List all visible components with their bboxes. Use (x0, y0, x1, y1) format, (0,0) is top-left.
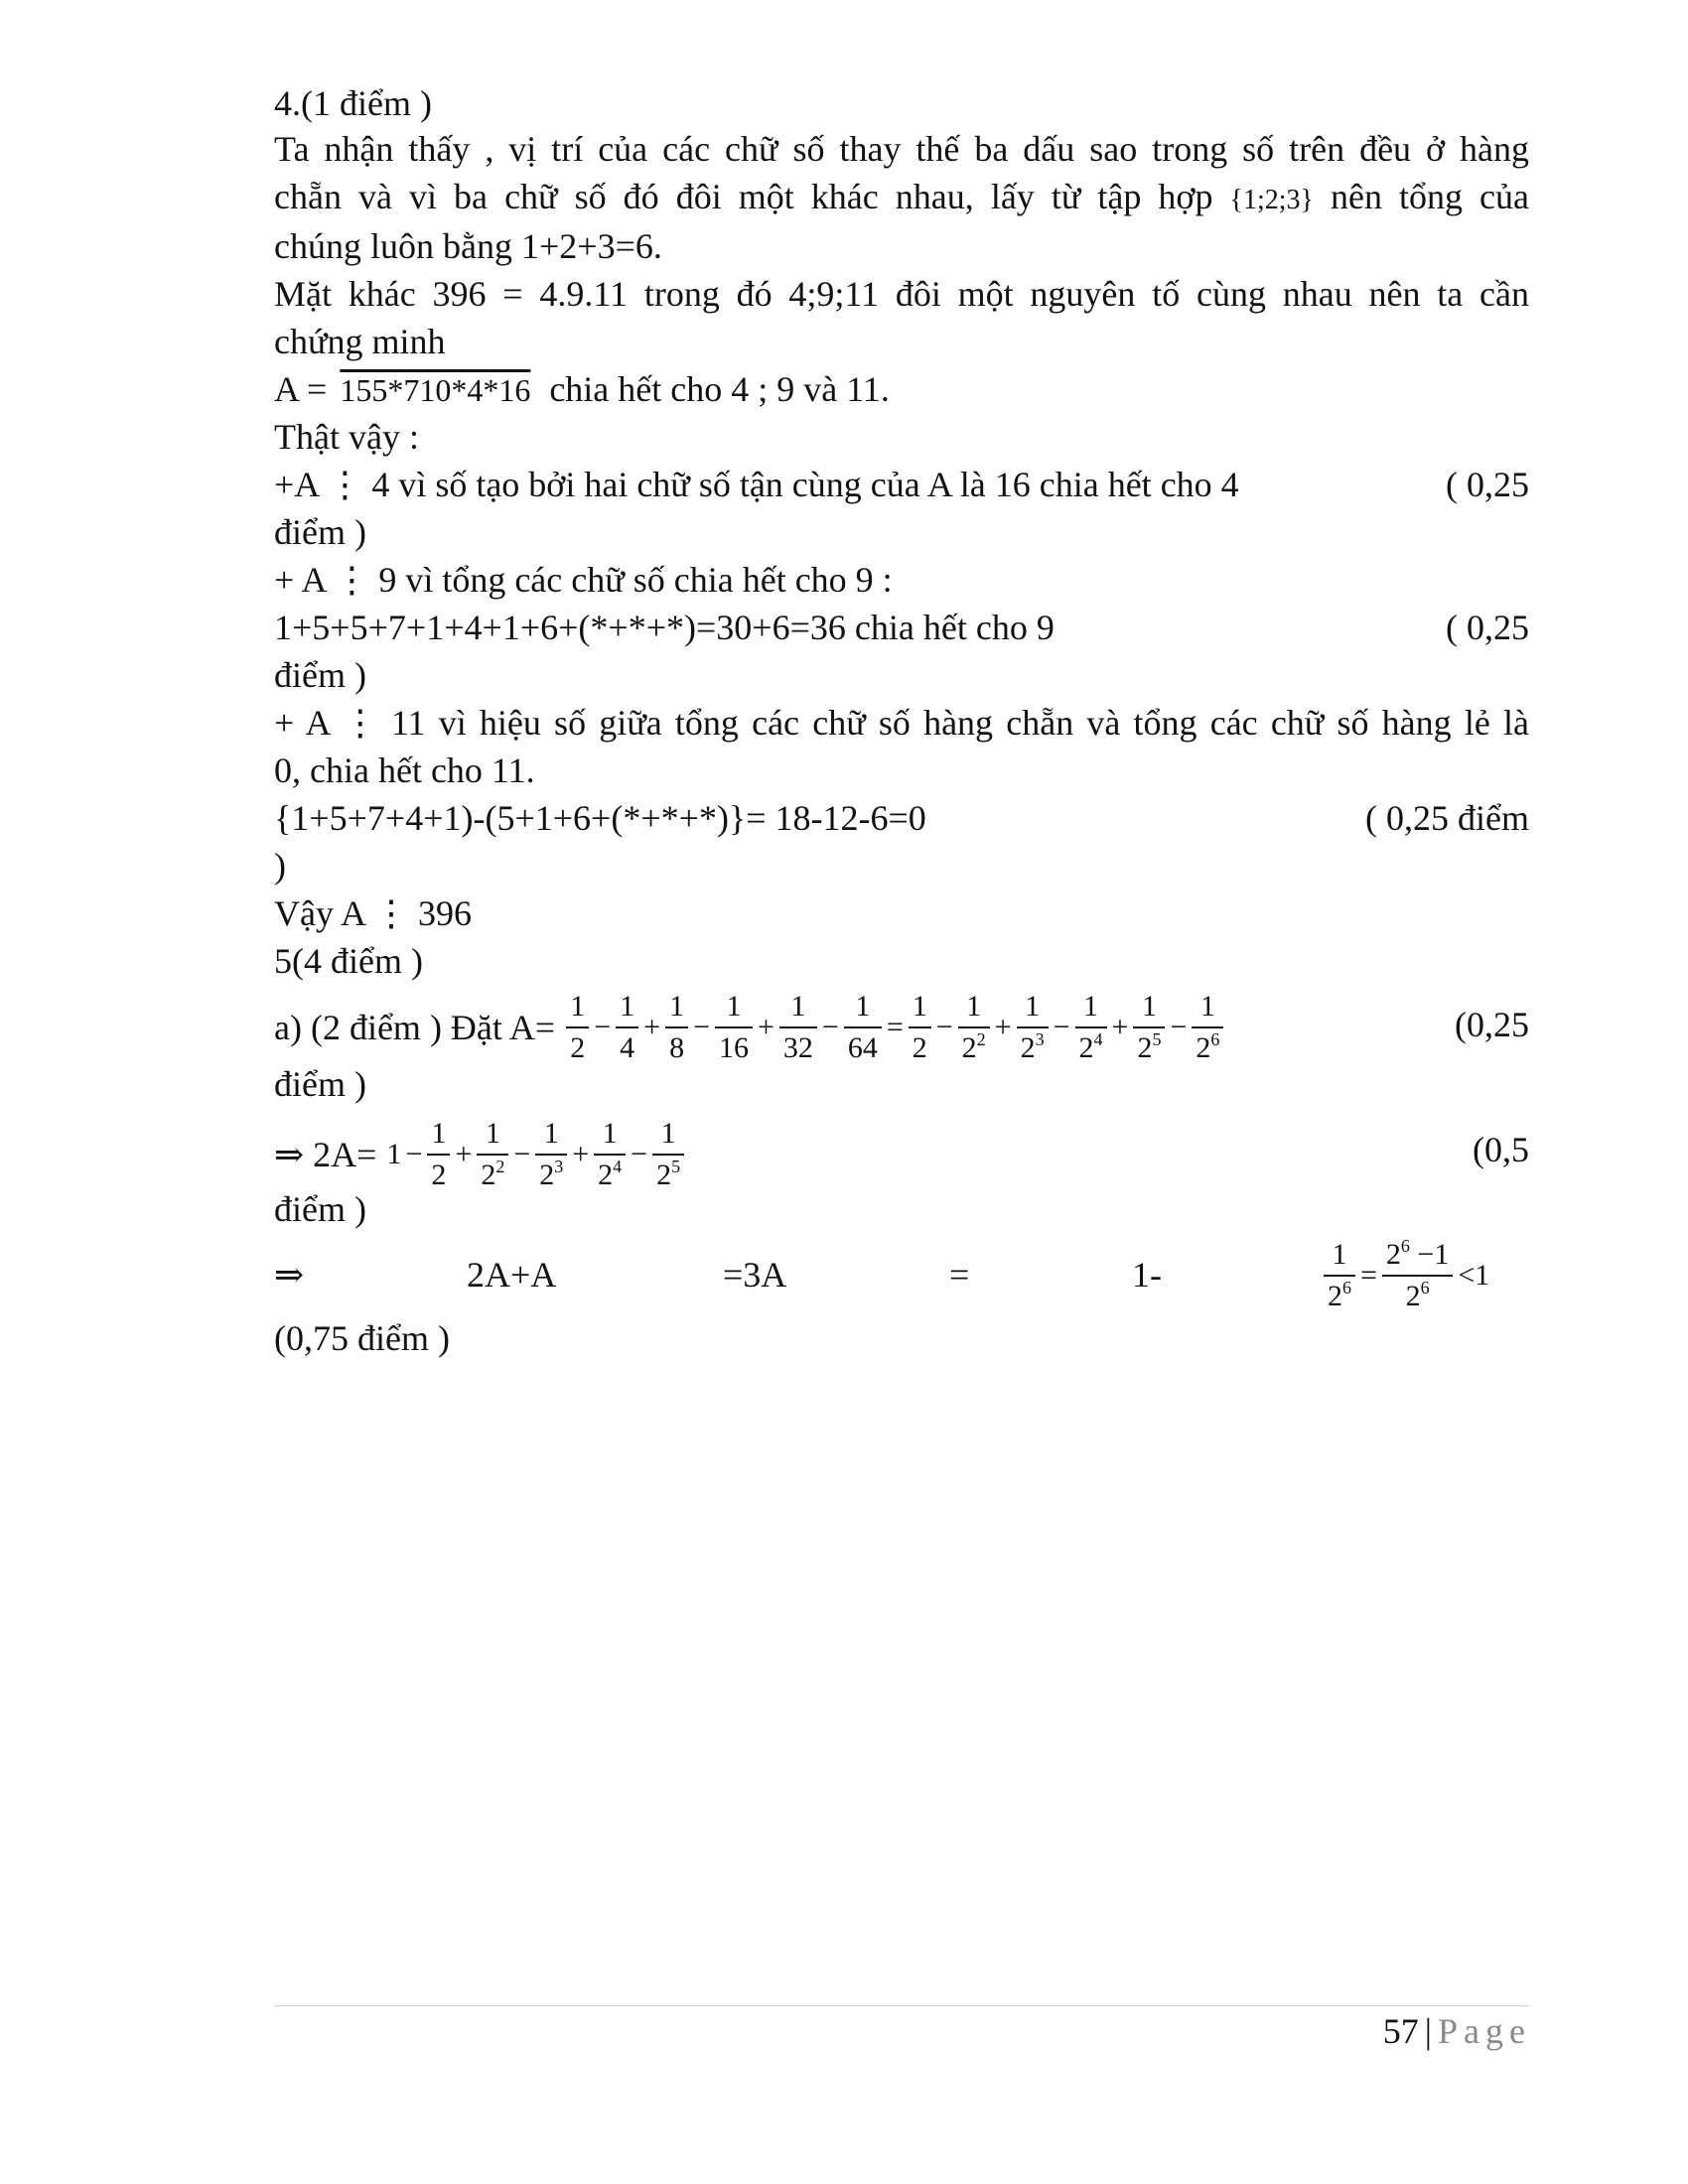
score-2b: điểm ) (274, 655, 366, 695)
fraction: $\frac{1}{2^3}$ (535, 1117, 567, 1192)
fraction: $\frac{1}{2^4}$ (594, 1117, 626, 1192)
page-footer (1383, 2009, 1531, 2053)
fraction: $\frac{1}{16}$ (715, 990, 753, 1065)
a-number-overlined: 155*710*4*16 (340, 372, 531, 408)
fraction: $\frac{1}{2^5}$ (1133, 990, 1165, 1065)
score-3a: ( 0,25 điểm (1365, 798, 1529, 838)
q5-2a-prefix: ⇒ 2A= (274, 1135, 377, 1174)
q4-para1-line3: chúng luôn bằng 1+2+3=6. (274, 226, 662, 266)
q4-para2-line2: chứng minh (274, 322, 446, 361)
set-1-2-3: {1;2;3} (1229, 185, 1314, 215)
fraction: $\frac{1}{2^6}$ (1192, 990, 1223, 1065)
fraction: $\frac{1}{2^6}$ (1324, 1238, 1355, 1313)
page-label: Page (1438, 2011, 1531, 2051)
q4-heading: 4.(1 điểm ) (274, 83, 432, 123)
fraction: $\frac{1}{8}$ (665, 990, 688, 1065)
fraction: $\frac{1}{4}$ (616, 990, 638, 1065)
div11-line2: 0, chia hết cho 11. (274, 751, 535, 790)
page-number: 57 (1382, 2011, 1419, 2051)
q5-2a-equation: ⇒ 2A= 1 − $\frac{1}{2}$ + $\frac{1}{2^2}$ − $\frac{1}{2^3}$ + $\frac{1}{2^4}$ − $\frac{1}{2^5}$ (274, 1110, 687, 1199)
q5a-score-b: điểm ) (274, 1064, 366, 1104)
fraction: $\frac{1}{2}$ (566, 990, 589, 1065)
diff-line: {1+5+7+4+1)-(5+1+6+(*+*+*)}= 18-12-6=0 (274, 798, 926, 838)
fraction: $\frac{1}{64}$ (844, 990, 882, 1065)
fraction: $\frac{1}{2}$ (427, 1117, 450, 1192)
sum9-line: 1+5+5+7+1+4+1+6+(*+*+*)=30+6=36 chia hết cho 9 (274, 608, 1055, 647)
fraction: $\frac{2^6 -1}{2^6}$ (1382, 1238, 1453, 1313)
fraction: $\frac{1}{2^3}$ (1017, 990, 1049, 1065)
q4-para1-line2-b: nên tổng của (1330, 177, 1530, 216)
fraction: $\frac{1}{2^5}$ (652, 1117, 684, 1192)
q5-2a-score-b: điểm ) (274, 1189, 366, 1229)
conclusion: Vậy A ⋮ 396 (274, 893, 473, 933)
q5-heading: 5(4 điểm ) (274, 941, 423, 981)
q5a-score-a: (0,25 (1455, 1005, 1529, 1044)
fraction: $\frac{1}{2^2}$ (958, 990, 990, 1065)
footer-rule (274, 2005, 1529, 2006)
fraction: $\frac{1}{2^4}$ (1075, 990, 1107, 1065)
q5-3a-score: (0,75 điểm ) (274, 1318, 450, 1358)
score-1b: điểm ) (274, 512, 366, 552)
that-label: Thật vậy : (274, 417, 419, 457)
score-2a: ( 0,25 (1446, 608, 1529, 647)
q4-a-definition (274, 367, 890, 412)
q4-para2-line1: Mặt khác 396 = 4.9.11 trong đó 4;9;11 đôi một nguyên tố cùng nhau nên ta cần (274, 274, 1529, 314)
q4-para1-line2 (274, 175, 1529, 222)
q5-3a-fraction-expression: $\frac{1}{2^6}$ = $\frac{2^6 -1}{2^6}$ <1 (1321, 1231, 1491, 1320)
q5a-equation: a) (2 điểm ) Đặt A= $\frac{1}{2}$ − $\frac{1}{4}$ + $\frac{1}{8}$ − $\frac{1}{16}$ + $\frac{1}{32}$ − $\frac{1}{64}$ = $\frac{1}{2}$ − $\frac{1}{2^2}$ + $\frac{1}{2^3}$ − $\frac{1}{2^4}$ + $\frac{1}{2^5}$ − $\frac{1}{2^6}$ (274, 983, 1226, 1072)
fraction: $\frac{1}{2^2}$ (477, 1117, 508, 1192)
fraction: $\frac{1}{2}$ (909, 990, 931, 1065)
div4-statement: +A ⋮ 4 vì số tạo bởi hai chữ số tận cùng của A là 16 chia hết cho 4 (274, 465, 1239, 504)
term-one-minus: 1- (1132, 1255, 1162, 1295)
q5-2a-score-a: (0,5 (1473, 1130, 1529, 1169)
score-1a: ( 0,25 (1446, 465, 1529, 504)
q4-para1-line1: Ta nhận thấy , vị trí của các chữ số thay thế ba dấu sao trong số trên đều ở hàng (274, 129, 1529, 169)
a-prefix: A = (274, 369, 328, 409)
div9-statement: + A ⋮ 9 vì tổng các chữ số chia hết cho 9 : (274, 560, 893, 600)
q4-para1-line2-a: chẵn và vì ba chữ số đó đôi một khác nhau, lấy từ tập hợp (274, 177, 1213, 216)
q5a-prefix: a) (2 điểm ) Đặt A= (274, 1008, 556, 1047)
fraction: $\frac{1}{32}$ (779, 990, 817, 1065)
term-3a: =3A (723, 1255, 787, 1295)
arrow-symbol: ⇒ (274, 1255, 305, 1295)
div11-line1: + A ⋮ 11 vì hiệu số giữa tổng các chữ số hàng chẵn và tổng các chữ số hàng lẻ là (274, 703, 1529, 743)
term-2a-plus-a: 2A+A (467, 1255, 557, 1295)
page-separator: | (1424, 2011, 1433, 2051)
score-3b: ) (274, 846, 286, 886)
a-suffix: chia hết cho 4 ; 9 và 11. (549, 369, 890, 409)
term-equals: = (949, 1255, 970, 1295)
